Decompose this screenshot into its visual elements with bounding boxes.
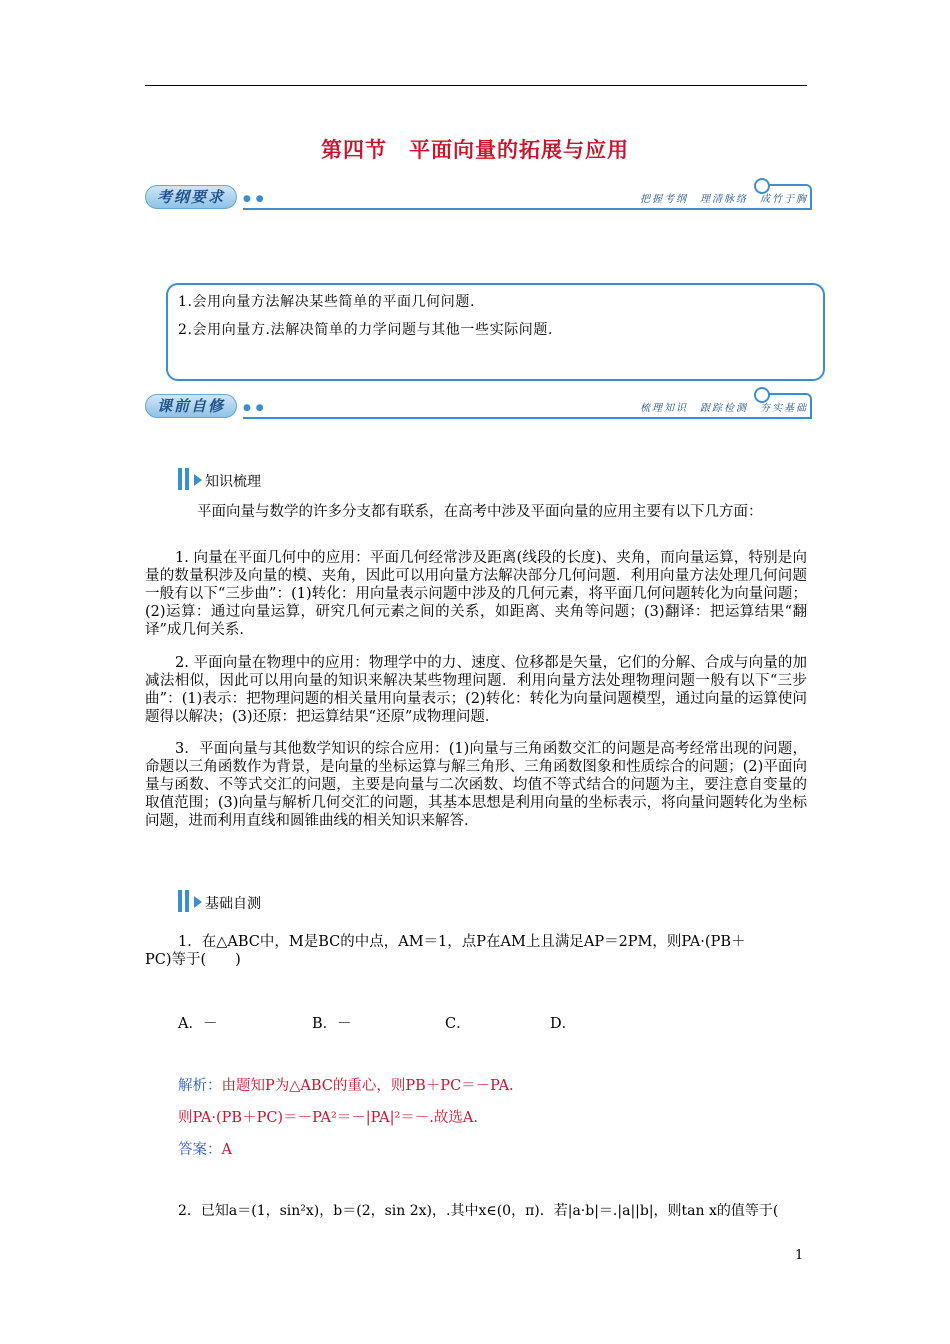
- banner-rule: [243, 208, 812, 210]
- knowledge-paragraph-3: 3．平面向量与其他数学知识的综合应用：(1)向量与三角函数交汇的问题是高考经常出现的问题，命题以三角函数作为背景，是向量的坐标运算与解三角形、三角函数图象和性质综合的问题；(2)平面向量与函数、不等式交汇的问题，主要是向量与二次函数、均值不等式结合的问题为主，要注意自变量的取值范围；(3)向量与解析几何交汇的问题，其基本思想是利用向量的坐标表示，将向量问题转化为坐标问题，进而利用直线和圆锥曲线的相关知识来解答．: [145, 741, 807, 829]
- knowledge-paragraph-2: 2. 平面向量在物理中的应用：物理学中的力、速度、位移都是矢量，它们的分解、合成与向量的加减法相似，因此可以用向量的知识来解决某些物理问题．利用向量方法处理物理问题一般有以下“三步曲”：(1)表示：把物理问题的相关量用向量表示；(2)转化：转化为向量问题模型，通过向量的运算使问题得以解决；(3)还原：把运算结果“还原”成物理问题．: [145, 655, 807, 725]
- header-rule: [145, 85, 807, 86]
- banner-syllabus: [145, 184, 812, 214]
- dots-decoration: ● ●: [243, 403, 265, 413]
- banner-badge: 考纲要求: [145, 185, 237, 209]
- requirement-item: 1.会用向量方法解决某些简单的平面几何问题.: [178, 294, 476, 310]
- option-d: D．: [550, 1016, 577, 1032]
- dots-decoration: ● ●: [243, 194, 265, 204]
- requirement-item: 2.会用向量方.法解决简单的力学问题与其他一些实际问题.: [178, 322, 554, 338]
- requirements-box: [166, 283, 825, 381]
- answer-label: 答案：: [178, 1142, 222, 1158]
- banner-slogan: 梳理知识 跟踪检测 夯实基础: [640, 403, 808, 414]
- page-title: 第四节 平面向量的拓展与应用: [321, 138, 629, 162]
- section-label: 基础自测: [205, 896, 261, 912]
- question-2: 2．已知a＝(1，sin²x)，b＝(2，sin 2x)，.其中x∈(0，π)．若|a·b|＝.|a||b|，则tan x的值等于(: [178, 1203, 779, 1219]
- answer-line: [178, 1138, 232, 1159]
- option-a: A．－: [178, 1016, 218, 1032]
- answer-value: A: [221, 1142, 232, 1158]
- analysis-line-1: [178, 1074, 514, 1095]
- question-1-line-1: 1．在△ABC中，M是BC的中点，AM＝1，点P在AM上且满足AP＝2PM，则PA·(PB＋: [178, 934, 746, 950]
- analysis-label: 解析：: [178, 1078, 222, 1094]
- banner-preview: [145, 393, 812, 423]
- section-label: 知识梳理: [205, 474, 261, 490]
- analysis-line-2: 则PA·(PB＋PC)＝－PA²＝－|PA|²＝－.故选A.: [178, 1110, 478, 1126]
- option-c: C．: [445, 1016, 471, 1032]
- banner-badge: 课前自修: [145, 394, 237, 418]
- option-b: B．－: [312, 1016, 352, 1032]
- question-1-line-2: PC)等于( ): [145, 952, 241, 968]
- banner-slogan: 把握考纲 理清脉络 成竹于胸: [640, 194, 808, 205]
- knowledge-paragraph-1: 1. 向量在平面几何中的应用：平面几何经常涉及距离(线段的长度)、夹角，而向量运算，特别是向量的数量积涉及向量的模、夹角，因此可以用向量方法解决部分几何问题．利用向量方法处理几何问题一般有以下“三步曲”：(1)转化：用向量表示问题中涉及的几何元素，将平面几何问题转化为向量问题；(2)运算：通过向量运算，研究几何元素之间的关系，如距离、夹角等问题；(3)翻译：把运算结果“翻译”成几何关系．: [145, 550, 807, 638]
- banner-rule: [243, 417, 812, 419]
- intro-paragraph: 平面向量与数学的许多分支都有联系，在高考中涉及平面向量的应用主要有以下几方面：: [197, 504, 763, 520]
- analysis-text: 由题知P为△ABC的重心，则PB＋PC＝－PA.: [221, 1078, 514, 1094]
- page-number: 1: [795, 1248, 804, 1263]
